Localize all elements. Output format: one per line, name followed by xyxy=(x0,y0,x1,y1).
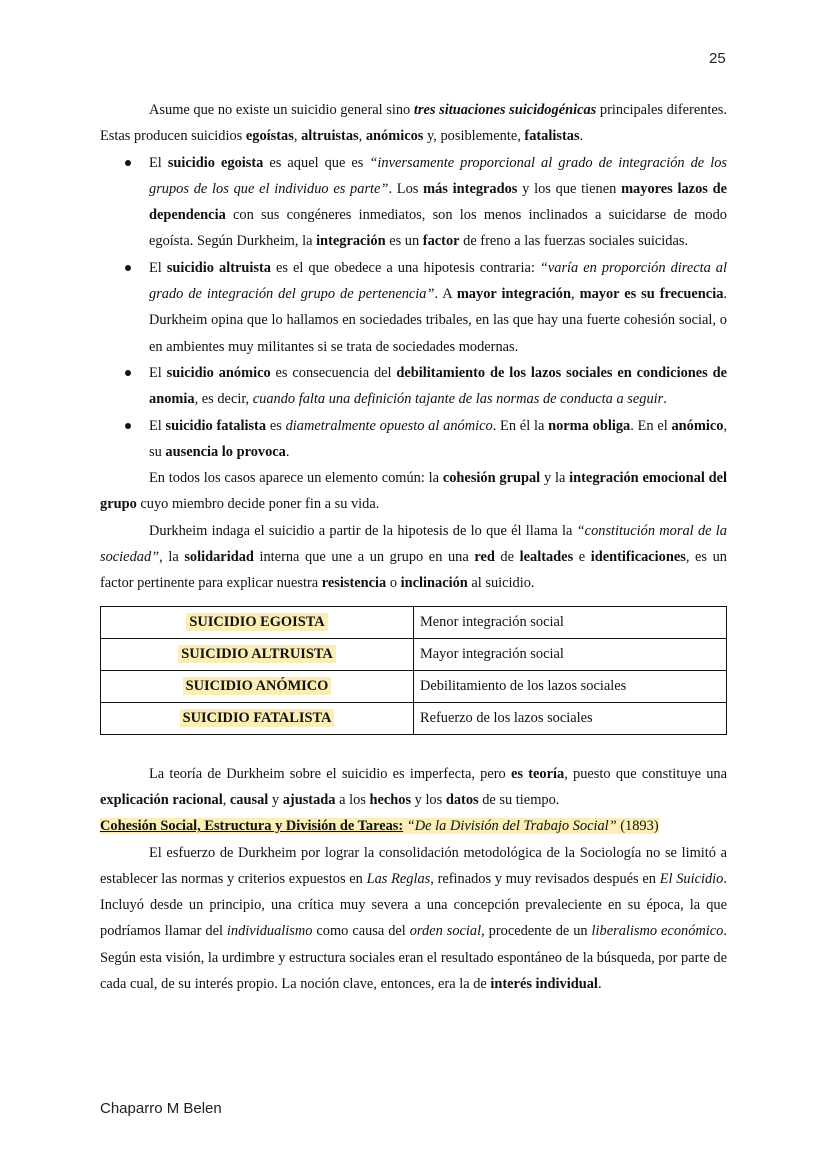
section-year: (1893) xyxy=(616,818,659,835)
list-item-fatalista: El suicidio fatalista es diametralmente opuesto al anómico. En él la norma obliga. En el anómico, su ausencia lo provoca. xyxy=(149,413,727,466)
table-row xyxy=(101,606,727,638)
table-row xyxy=(101,702,727,734)
table-cell-value: Refuerzo de los lazos sociales xyxy=(414,702,727,734)
table-cell-label: SUICIDIO ALTRUISTA xyxy=(101,638,414,670)
list-item-egoista: El suicidio egoista es aquel que es “inversamente proporcional al grado de integración de los grupos de los que el individuo es parte”. Los más integrados y los que tienen mayores lazos de dependencia con sus congéneres inmediatos, son los menos inclinados a suicidarse de modo egoísta. Según Durkheim, la integración es un factor de freno a las fuerzas sociales suicidas. xyxy=(149,150,727,255)
table-cell-value: Debilitamiento de los lazos sociales xyxy=(414,670,727,702)
page-footer: Chaparro M Belen xyxy=(100,1100,222,1117)
paragraph-durkheim-effort: El esfuerzo de Durkheim por lograr la consolidación metodológica de la Sociología no se limitó a establecer las normas y criterios expuestos en Las Reglas, refinados y muy revisados después en El Suicidio. Incluyó desde un principio, una crítica muy severa a una concepción prevaleciente en su época, la que podríamos llamar del individualismo como causa del orden social, procedente de un liberalismo económico. Según esta visión, la urdimbre y estructura sociales eran el resultado espontáneo de la búsqueda, por parte de cada cual, de su interés propio. La noción clave, entonces, era la de interés individual. xyxy=(100,844,727,993)
table-row xyxy=(101,670,727,702)
document-body xyxy=(100,97,727,997)
section-work-title: “De la División del Trabajo Social” xyxy=(406,818,617,835)
suicide-types-table xyxy=(100,606,727,735)
table-cell-label: SUICIDIO EGOISTA xyxy=(101,606,414,638)
section-title: Cohesión Social, Estructura y División de Tareas: xyxy=(100,818,404,835)
suicide-types-list xyxy=(100,150,727,466)
paragraph-theory: La teoría de Durkheim sobre el suicidio es imperfecta, pero es teoría, puesto que constituye una explicación racional, causal y ajustada a los hechos y los datos de su tiempo. xyxy=(100,765,727,808)
list-item-anomico: El suicidio anómico es consecuencia del debilitamiento de los lazos sociales en condiciones de anomia, es decir, cuando falta una definición tajante de las normas de conducta a seguir. xyxy=(149,360,727,413)
paragraph-moral-constitution: Durkheim indaga el suicidio a partir de la hipotesis de lo que él llama la “constitución moral de la sociedad”, la solidaridad interna que une a un grupo en una red de lealtades e identificaciones, es un factor pertinente para explicar nuestra resistencia o inclinación al suicidio. xyxy=(100,522,727,592)
table-cell-label: SUICIDIO ANÓMICO xyxy=(101,670,414,702)
paragraph-intro: Asume que no existe un suicidio general sino tres situaciones suicidogénicas principales diferentes. Estas producen suicidios egoístas, altruistas, anómicos y, posiblemente, fatalistas. xyxy=(100,102,728,145)
paragraph-common-element: En todos los casos aparece un elemento común: la cohesión grupal y la integración emocional del grupo cuyo miembro decide poner fin a su vida. xyxy=(100,470,727,513)
list-item-altruista: El suicidio altruista es el que obedece a una hipotesis contraria: “varía en proporción directa al grado de integración del grupo de pertenencia”. A mayor integración, mayor es su frecuencia. Durkheim opina que lo hallamos en sociedades tribales, en las que hay una fuerte cohesión social, o en ambientes muy militantes si se trata de sociedades modernas. xyxy=(149,255,727,360)
table-cell-value: Menor integración social xyxy=(414,606,727,638)
table-row xyxy=(101,638,727,670)
table-cell-label: SUICIDIO FATALISTA xyxy=(101,702,414,734)
section-heading xyxy=(100,813,727,839)
table-cell-value: Mayor integración social xyxy=(414,638,727,670)
page-number: 25 xyxy=(709,50,726,67)
